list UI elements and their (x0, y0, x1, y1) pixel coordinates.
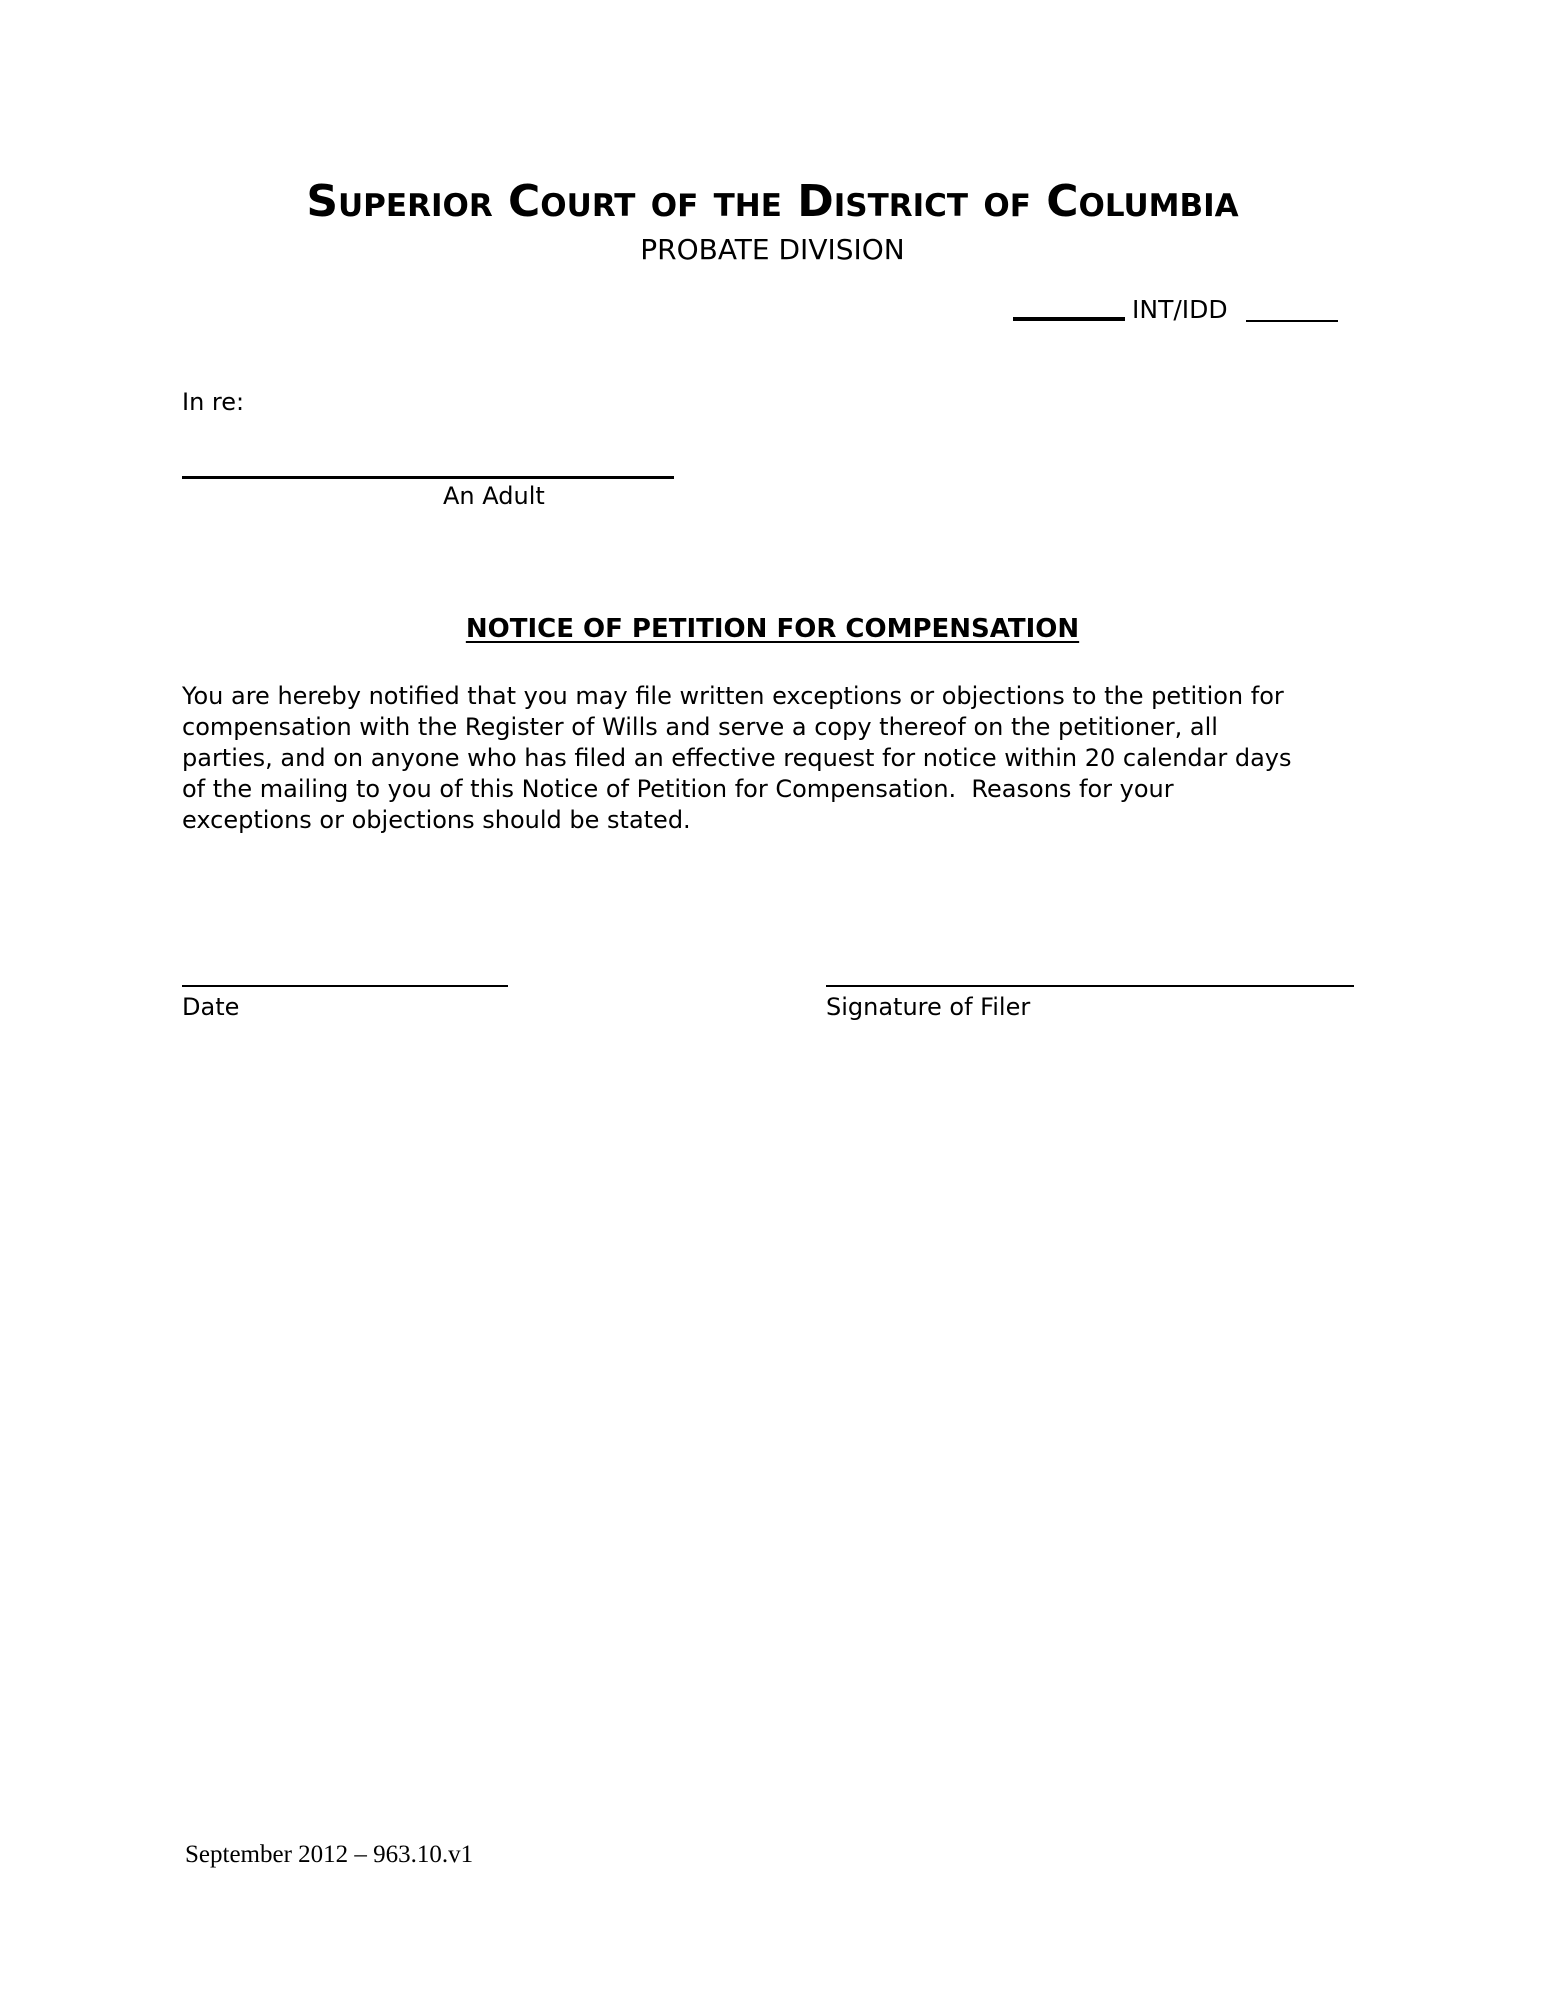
date-blank[interactable] (182, 961, 508, 987)
notice-body-paragraph (182, 681, 1402, 836)
form-version-footer: September 2012 – 963.10.v1 (185, 1841, 474, 1868)
case-number-type-label: INT/IDD (1132, 295, 1228, 324)
court-division-subtitle: PROBATE DIVISION (640, 233, 905, 266)
court-title: Superior Court of the District of Columbia (306, 176, 1239, 227)
signature-blank[interactable] (826, 961, 1354, 987)
signature-of-filer-label: Signature of Filer (826, 993, 1031, 1021)
notice-body-line: exceptions or objections should be stated. (182, 806, 691, 834)
notice-body-line: of the mailing to you of this Notice of Petition for Compensation. Reasons for your (182, 775, 1174, 803)
subject-descriptor-label: An Adult (443, 482, 545, 510)
case-number-blank[interactable] (1013, 296, 1125, 321)
notice-heading (0, 612, 1545, 646)
case-number-suffix-blank[interactable] (1246, 296, 1338, 322)
in-re-label: In re: (182, 388, 245, 416)
notice-body-line: compensation with the Register of Wills and serve a copy thereof on the petitioner, all (182, 713, 1218, 741)
notice-heading-text: NOTICE OF PETITION FOR COMPENSATION (465, 614, 1080, 644)
notice-body-line: parties, and on anyone who has filed an effective request for notice within 20 calendar days (182, 744, 1292, 772)
date-label: Date (182, 993, 240, 1021)
notice-body-line: You are hereby notified that you may file written exceptions or objections to the petition for (182, 682, 1284, 710)
subject-name-blank[interactable] (182, 453, 674, 479)
